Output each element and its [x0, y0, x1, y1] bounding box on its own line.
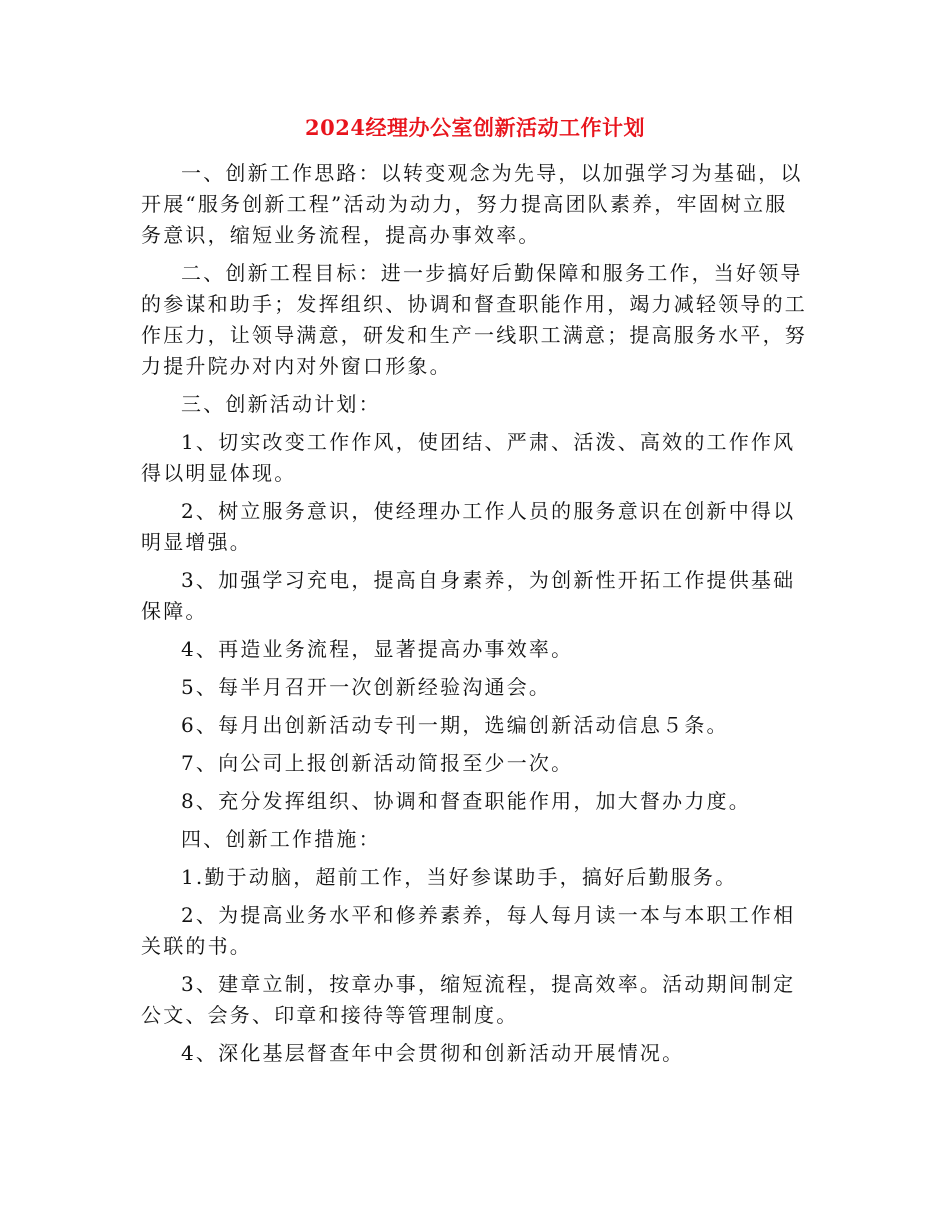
paragraph-13: 1.勤于动脑，超前工作，当好参谋助手，搞好后勤服务。 — [181, 865, 738, 889]
paragraph-2: 二、创新工程目标：进一步搞好后勤保障和服务工作，当好领导的参谋和助手；发挥组织、协调和督查职能作用，竭力减轻领导的工作压力，让领导满意，研发和生产一线职工满意；提高服务水平，努力提升院办对内对外窗口形象。 — [141, 261, 807, 378]
paragraph-12: 四、创新工作措施： — [181, 827, 381, 851]
paragraph-11: 8、充分发挥组织、协调和督查职能作用，加大督办力度。 — [181, 789, 751, 813]
paragraph-8: 5、每半月召开一次创新经验沟通会。 — [181, 675, 552, 699]
paragraph-15: 3、建章立制，按章办事，缩短流程，提高效率。活动期间制定公文、会务、印章和接待等管理制度。 — [141, 972, 796, 1027]
paragraph-4: 1、切实改变工作作风，使团结、严肃、活泼、高效的工作作风得以明显体现。 — [141, 430, 796, 485]
paragraph-9: 6、每月出创新活动专刊一期，选编创新活动信息５条。 — [181, 713, 729, 737]
paragraph-6: 3、加强学习充电，提高自身素养，为创新性开拓工作提供基础保障。 — [141, 568, 796, 623]
paragraph-10: 7、向公司上报创新活动简报至少一次。 — [181, 751, 574, 775]
paragraph-14: 2、为提高业务水平和修养素养，每人每月读一本与本职工作相关联的书。 — [141, 903, 796, 958]
paragraph-7: 4、再造业务流程，显著提高办事效率。 — [181, 637, 574, 661]
document-title: 2024经理办公室创新活动工作计划 — [305, 115, 645, 140]
paragraph-16: 4、深化基层督查年中会贯彻和创新活动开展情况。 — [181, 1041, 685, 1065]
paragraph-3: 三、创新活动计划： — [181, 392, 381, 416]
paragraph-5: 2、树立服务意识，使经理办工作人员的服务意识在创新中得以明显增强。 — [141, 499, 796, 554]
document-body — [141, 158, 809, 1076]
paragraph-1: 一、创新工作思路：以转变观念为先导，以加强学习为基础，以开展“服务创新工程”活动为动力，努力提高团队素养，牢固树立服务意识，缩短业务流程，提高办事效率。 — [141, 161, 803, 247]
